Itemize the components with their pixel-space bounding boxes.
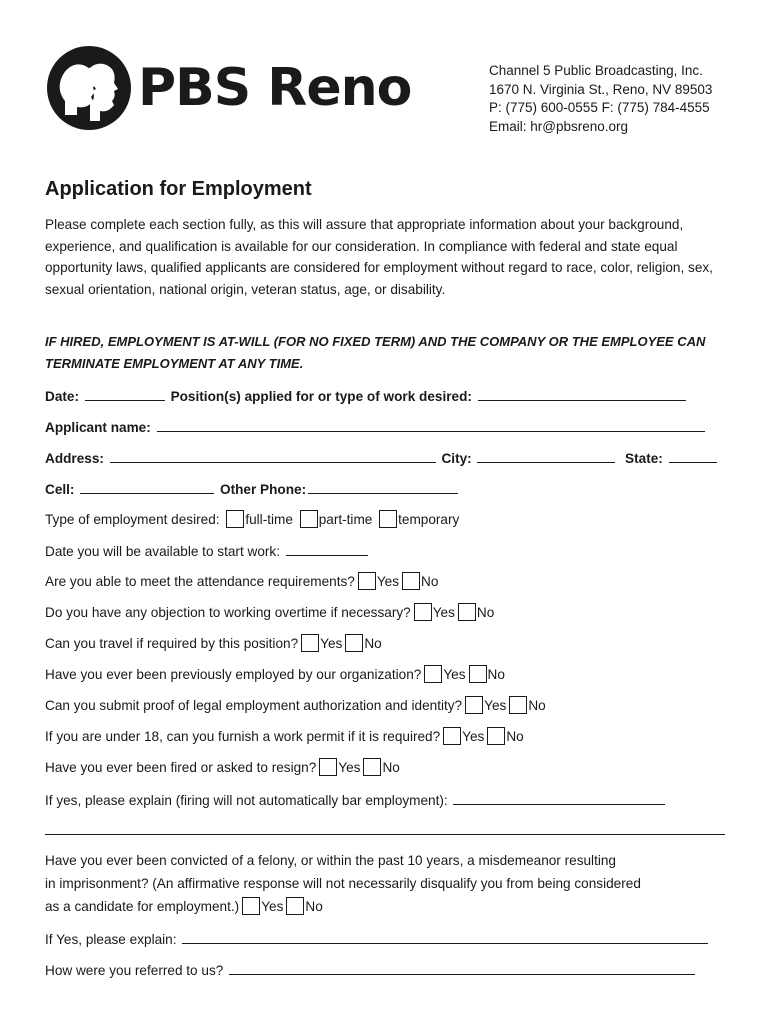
no-checkbox[interactable]: [469, 665, 487, 683]
no-label: No: [305, 899, 323, 914]
address-field[interactable]: [110, 448, 436, 463]
felony-explain-field[interactable]: [182, 929, 708, 944]
question-text: Have you ever been previously employed by our organization?: [45, 667, 422, 682]
question-text: Can you submit proof of legal employment authorization and identity?: [45, 698, 463, 713]
felony-explain-label: If Yes, please explain:: [45, 932, 177, 947]
no-checkbox[interactable]: [286, 897, 304, 915]
no-label: No: [487, 667, 505, 682]
position-label: Position(s) applied for or type of work desired:: [170, 389, 472, 404]
other-phone-label: Other Phone:: [220, 482, 307, 497]
felony-line-2: in imprisonment? (An affirmative response will not necessarily disqualify you from being considered: [45, 876, 641, 891]
start-date-label: Date you will be available to start work:: [45, 544, 280, 559]
phone-fax: P: (775) 600-0555 F: (775) 784-4555: [489, 100, 710, 115]
yes-checkbox[interactable]: [424, 665, 442, 683]
felony-line-1: Have you ever been convicted of a felony, or within the past 10 years, a misdemeanor resulting: [45, 853, 616, 868]
no-label: No: [528, 698, 546, 713]
question-text: Can you travel if required by this position?: [45, 636, 299, 651]
page-title: Application for Employment: [45, 178, 312, 200]
question-row: [45, 758, 400, 778]
yes-label: Yes: [376, 574, 400, 589]
phone-row: [45, 479, 460, 500]
yes-label: Yes: [261, 899, 284, 914]
no-checkbox[interactable]: [487, 727, 505, 745]
question-row: [45, 665, 505, 685]
no-label: No: [476, 605, 495, 620]
other-phone-field[interactable]: [308, 479, 458, 494]
question-text: Have you ever been fired or asked to resign?: [45, 760, 317, 775]
full-time-checkbox[interactable]: [226, 510, 244, 528]
referred-label: How were you referred to us?: [45, 963, 224, 978]
question-row: [45, 696, 546, 716]
fired-explain-row: [45, 790, 667, 811]
city-label: City:: [441, 451, 472, 466]
logo-wordmark: PBS Reno: [138, 58, 412, 118]
yes-checkbox[interactable]: [301, 634, 319, 652]
applicant-name-field[interactable]: [157, 417, 705, 432]
felony-explain-row: [45, 929, 710, 950]
no-checkbox[interactable]: [345, 634, 363, 652]
question-text: If you are under 18, can you furnish a work permit if it is required?: [45, 729, 441, 744]
felony-question: [45, 849, 735, 918]
employment-type-label: Type of employment desired:: [45, 512, 220, 527]
question-row: [45, 727, 524, 747]
address-label: Address:: [45, 451, 104, 466]
question-text: Are you able to meet the attendance requirements?: [45, 574, 355, 589]
position-field[interactable]: [478, 386, 686, 401]
pbs-reno-logo: [46, 45, 411, 131]
employment-type-row: [45, 510, 459, 530]
no-checkbox[interactable]: [458, 603, 476, 621]
date-field[interactable]: [85, 386, 165, 401]
yes-checkbox[interactable]: [443, 727, 461, 745]
no-label: No: [506, 729, 524, 744]
city-field[interactable]: [477, 448, 615, 463]
date-label: Date:: [45, 389, 79, 404]
referred-row: [45, 960, 697, 981]
applicant-name-row: [45, 417, 707, 438]
fired-explain-label: If yes, please explain (firing will not automatically bar employment):: [45, 793, 448, 808]
no-checkbox[interactable]: [509, 696, 527, 714]
no-checkbox[interactable]: [402, 572, 420, 590]
state-field[interactable]: [669, 448, 717, 463]
state-label: State:: [625, 451, 663, 466]
felony-line-3-row: [45, 895, 735, 918]
part-time-checkbox[interactable]: [300, 510, 318, 528]
no-checkbox[interactable]: [363, 758, 381, 776]
yes-checkbox[interactable]: [358, 572, 376, 590]
yes-label: Yes: [320, 636, 343, 651]
applicant-name-label: Applicant name:: [45, 420, 151, 435]
yes-label: Yes: [462, 729, 485, 744]
date-position-row: [45, 386, 688, 407]
start-date-field[interactable]: [286, 541, 368, 556]
question-row: [45, 572, 438, 592]
full-time-label: full-time: [245, 512, 293, 527]
referred-field[interactable]: [229, 960, 695, 975]
cell-label: Cell:: [45, 482, 75, 497]
yes-label: Yes: [432, 605, 455, 620]
yes-checkbox[interactable]: [319, 758, 337, 776]
contact-block: [489, 62, 712, 136]
yes-checkbox[interactable]: [242, 897, 260, 915]
yes-checkbox[interactable]: [465, 696, 483, 714]
temporary-label: temporary: [398, 512, 460, 527]
yes-checkbox[interactable]: [414, 603, 432, 621]
no-label: No: [421, 574, 439, 589]
pbs-head-logo-icon: [46, 45, 132, 131]
intro-paragraph: Please complete each section fully, as this will assure that appropriate information about your background, experience, and qualification is available for our consideration. In compliance with federal and state equal opportunity laws, qualified applicants are considered for employment without regard to race, color, religion, sex, sexual orientation, national origin, veteran status, age, or disability.: [45, 217, 713, 297]
yes-label: Yes: [443, 667, 466, 682]
email-address: Email: hr@pbsreno.org: [489, 118, 629, 134]
part-time-label: part-time: [318, 512, 373, 527]
felony-line-3: as a candidate for employment.): [45, 899, 240, 914]
no-label: No: [382, 760, 400, 775]
yes-label: Yes: [338, 760, 361, 775]
temporary-checkbox[interactable]: [379, 510, 397, 528]
fired-explain-field[interactable]: [453, 790, 665, 805]
question-text: Do you have any objection to working overtime if necessary?: [45, 605, 411, 620]
street-address: 1670 N. Virginia St., Reno, NV 89503: [489, 81, 713, 97]
question-row: [45, 603, 494, 623]
fired-explain-continuation-field[interactable]: [45, 834, 725, 835]
start-date-row: [45, 541, 370, 562]
no-label: No: [364, 636, 382, 651]
address-row: [45, 448, 719, 469]
yes-label: Yes: [484, 698, 507, 713]
at-will-notice: IF HIRED, EMPLOYMENT IS AT-WILL (FOR NO FIXED TERM) AND THE COMPANY OR THE EMPLOYEE CAN TERMINATE EMPLOYMENT AT ANY TIME.: [45, 334, 706, 371]
cell-field[interactable]: [80, 479, 214, 494]
question-row: [45, 634, 382, 654]
organization-name: Channel 5 Public Broadcasting, Inc.: [489, 63, 703, 78]
